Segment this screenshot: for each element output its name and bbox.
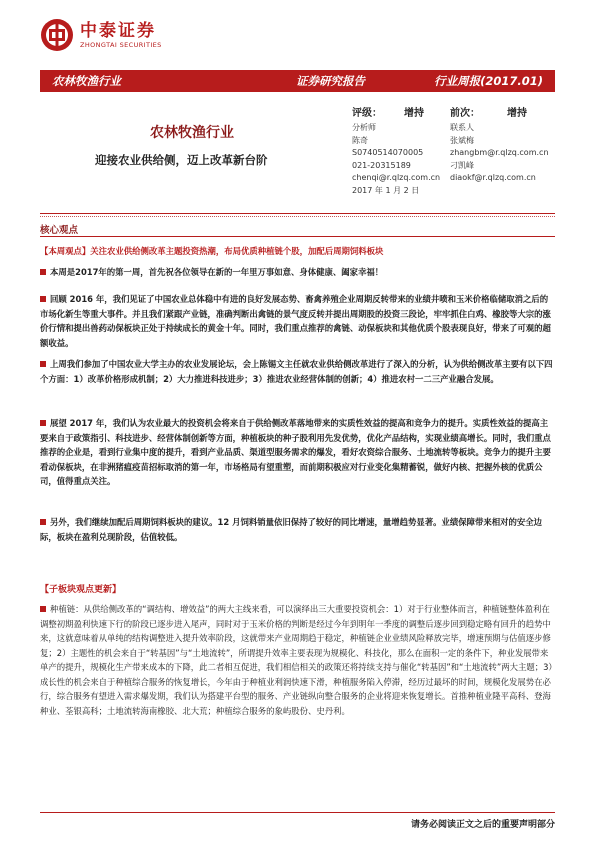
- review-2016-paragraph: 回顾 2016 年，我们见证了中国农业总体稳中有进的良好发展态势、畜禽养殖企业周期反转带来的业绩井喷和玉米价格临储取消之后的市场化新生等重大事件。并且我们紧跟产业链，准确判断出禽链的景气度反转并提出周期股的投资三段论，牢牢抓住白鸡、橡胶等大宗的涨价行情和提出兽药动保板块正处于持续成长的黄金十年。同时，我们重点推荐的禽链、动保板块和其他优质个股表现良好，带来了可观的超额收益。: [40, 294, 551, 348]
- zhongtai-logo-icon: [40, 18, 74, 52]
- sector-title: 农林牧渔行业: [150, 125, 234, 141]
- forum-paragraph: 上周我们参加了中国农业大学主办的农业发展论坛，会上陈锡文主任就农业供给侧改革进行了深入的分析，认为供给侧改革主要有以下四个方面：1）改革价格形成机制；2）大力推进科技进步；3）推进农业经营体制的创新；4）推进农村一二三产业融合发展。: [40, 359, 553, 384]
- divider: [40, 236, 555, 237]
- feed-sector-paragraph: 另外，我们继续加配后周期饲料板块的建议。12 月饲料销量依旧保持了较好的同比增速，量增趋势显著。业绩保障带来相对的安全边际，板块在盈利兑现阶段，估值较低。: [40, 517, 542, 542]
- rating-label: 评级：: [352, 108, 382, 119]
- rating-value: 增持: [404, 108, 424, 119]
- bullet-icon: [40, 269, 46, 275]
- analyst-email[interactable]: chenqi@r.qlzq.com.cn: [352, 173, 441, 182]
- contact-role: 联系人: [450, 123, 474, 132]
- greeting-paragraph: 本周是2017年的第一周，首先祝各位领导在新的一年里万事如意、身体健康、阖家幸福！: [40, 265, 555, 280]
- banner-industry: 农林牧渔行业: [52, 74, 121, 88]
- contact-email-2[interactable]: diaokf@r.qlzq.com.cn: [450, 173, 536, 182]
- divider: [40, 213, 555, 214]
- company-logo: [40, 18, 162, 52]
- core-views-heading: 核心观点: [40, 225, 79, 236]
- previous-rating-value: 增持: [507, 108, 527, 119]
- banner-weekly: 行业周报(2017.01): [434, 74, 543, 88]
- banner-report-type: 证券研究报告: [296, 74, 365, 88]
- dotted-divider: [40, 216, 555, 217]
- contact-email-1[interactable]: zhangbm@r.qlzq.com.cn: [450, 148, 549, 157]
- weekly-view-headline: 【本周观点】关注农业供给侧改革主题投资热潮，布局优质种植链个股，加配后周期饲料板块: [40, 246, 384, 256]
- bullet-icon: [40, 296, 46, 302]
- report-title: 迎接农业供给侧，迈上改革新台阶: [95, 153, 268, 167]
- bullet-icon: [40, 361, 46, 367]
- analyst-phone: 021-20315189: [352, 160, 411, 170]
- report-date: 2017 年 1 月 2 日: [352, 185, 420, 195]
- analyst-license: S0740514070005: [352, 148, 424, 157]
- outlook-2017-paragraph: 展望 2017 年，我们认为农业最大的投资机会将来自于供给侧改革落地带来的实质性效益的提高和竞争力的提升。实质性效益的提高主要来自于政策指引、科技进步、经营体制创新等方面，种植板块的种子股利用先发优势，优化产品结构，实现业绩高增长。同时，我们重点推荐的企业是，看到行业集中度的提升，看到产业品质、渠道型服务需求的爆发，看好农资综合服务、土地流转等板块。竞争力的提升主要看动保板块，在非洲猪瘟疫苗招标取消的第一年，市场格局有望重塑，而前期积极应对行业变化集精蓄锐，做好内核、把握外核的优质公司，值得重点关注。: [40, 418, 551, 486]
- logo-name-cn: 中泰证券: [80, 20, 156, 41]
- header-banner: [40, 70, 555, 92]
- previous-rating-label: 前次：: [450, 108, 480, 119]
- contact-block: [450, 122, 549, 185]
- bullet-icon: [40, 420, 46, 426]
- analyst-name: 陈奇: [352, 135, 368, 145]
- analyst-role: 分析师: [352, 123, 376, 132]
- disclaimer-notice: 请务必阅读正文之后的重要声明部分: [410, 820, 555, 830]
- contact-name-1: 张斌梅: [450, 135, 474, 145]
- contact-name-2: 刁凯峰: [450, 160, 474, 170]
- sub-sector-heading: 【子板块观点更新】: [40, 585, 122, 595]
- planting-chain-paragraph: 种植链：从供给侧改革的“调结构、增效益”的两大主线来看，可以演绎出三大重要投资机会：1）对于行业整体而言，种植链整体盈利在调整初期盈利快速下行的阶段已逐步进入尾声，同时对于玉米价格的判断是经过今年到明年一季度的调整后逐步回到稳定略有回升的趋势中来，这就意味着从单纯的结构调整进入提升效率阶段，这就带来产业周期趋于稳定，种植链企业业绩风险释放完毕，增速预期与估值逐步修复；2）主题性的机会来自于“转基因”与“土地流转”，所谓提升效率主要表现为规模化、科技化，那么在面积一定的条件下，种业发展带来单产的提升，规模化生产带来成本的下降，此二者相互促进，我们相信相关的政策还将持续支持与催化“转基因”和“土地流转”两大主题；3）成长性的机会来自于种植综合服务的恢复增长，今年由于种植业利润快速下滑，种植服务陷入停滞，经历过最坏的时间，规模化发展势在必行，综合服务有望进入需求爆发期，我们认为搭建平台型的服务、产业链纵向整合服务的企业将迎来恢复增长。首推种植业隆平高科、登海种业、荃银高科；土地流转海南橡胶、北大荒；种植综合服务的象屿股份、史丹利。: [40, 604, 553, 716]
- bullet-icon: [40, 519, 46, 525]
- analyst-block: [352, 122, 440, 197]
- logo-name-en: ZHONGTAI SECURITIES: [80, 40, 162, 49]
- bullet-icon: [40, 606, 46, 612]
- footer-divider: [40, 812, 555, 813]
